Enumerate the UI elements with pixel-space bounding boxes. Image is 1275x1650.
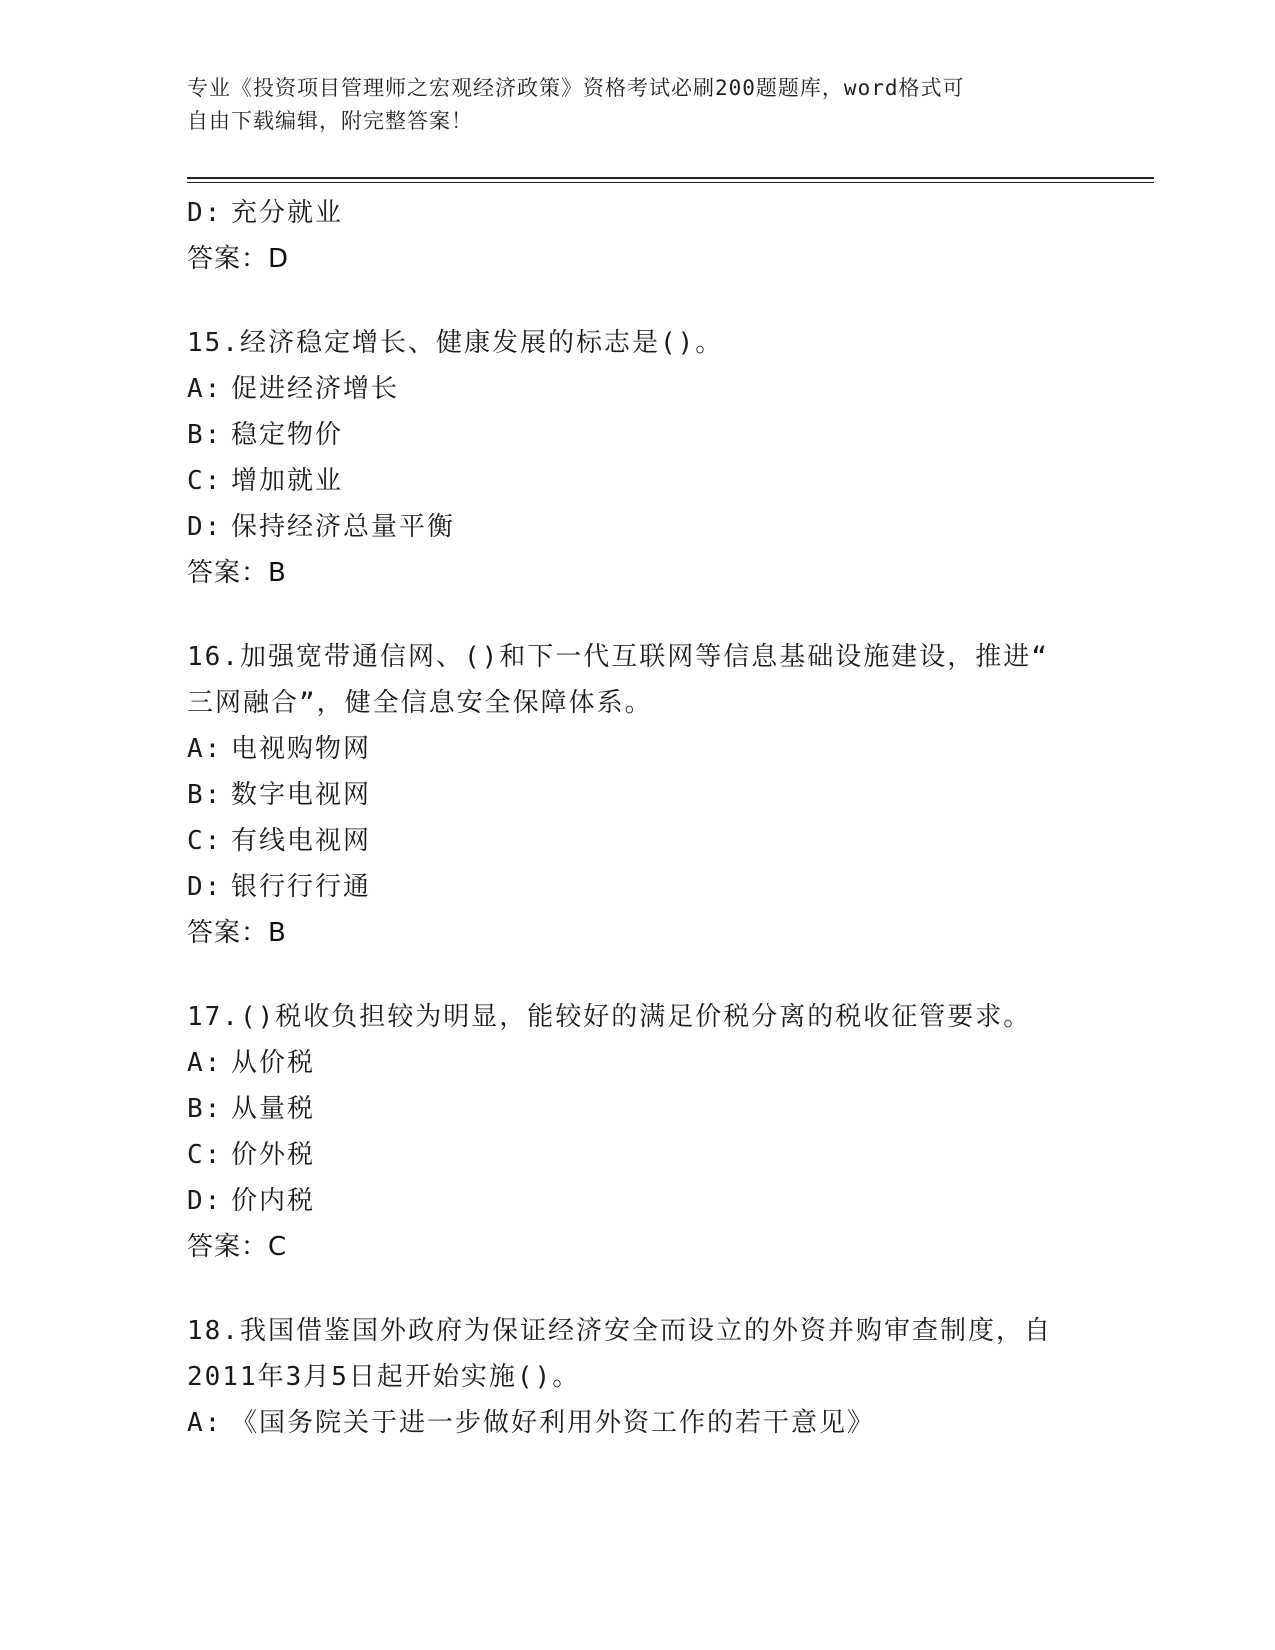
option-text: 充分就业	[231, 198, 344, 228]
option-label: D:	[187, 872, 223, 902]
option-text: 价内税	[231, 1186, 316, 1216]
answer-line: 答案：B	[187, 558, 287, 588]
option-b	[187, 1086, 1087, 1132]
option-label: C:	[187, 466, 223, 496]
option-label: A:	[187, 734, 223, 764]
option-text: 稳定物价	[231, 420, 344, 450]
block-spacer	[187, 956, 1087, 994]
option-label: D:	[187, 512, 223, 542]
option-text: 从量税	[231, 1094, 316, 1124]
question-text: 17.()税收负担较为明显，能较好的满足价税分离的税收征管要求。	[187, 1002, 1032, 1032]
question-block-15	[187, 320, 1087, 596]
block-spacer	[187, 1270, 1087, 1308]
option-label: B:	[187, 780, 223, 810]
question-text-line-1: 18.我国借鉴国外政府为保证经济安全而设立的外资并购审查制度，自	[187, 1316, 1052, 1346]
header-title-line-1: 专业《投资项目管理师之宏观经济政策》资格考试必刷200题题库，word格式可	[187, 76, 965, 100]
option-a	[187, 366, 1087, 412]
question-block-17	[187, 994, 1087, 1270]
option-c	[187, 818, 1087, 864]
option-b	[187, 772, 1087, 818]
option-label: A:	[187, 1048, 223, 1078]
option-text: 数字电视网	[231, 780, 372, 810]
question-text-line-2: 三网融合”，健全信息安全保障体系。	[187, 688, 653, 718]
option-c	[187, 1132, 1087, 1178]
block-spacer	[187, 596, 1087, 634]
document-header	[187, 72, 1067, 138]
option-label: D:	[187, 1186, 223, 1216]
header-divider-thin	[187, 182, 1154, 183]
question-block-18	[187, 1308, 1087, 1446]
option-b	[187, 412, 1087, 458]
question-list	[187, 190, 1087, 1446]
option-label: A:	[187, 374, 223, 404]
option-c	[187, 458, 1087, 504]
option-label: B:	[187, 420, 223, 450]
option-d	[187, 504, 1087, 550]
option-label: C:	[187, 826, 223, 856]
question-block-14	[187, 190, 1087, 282]
question-block-16	[187, 634, 1087, 956]
option-text: 价外税	[231, 1140, 316, 1170]
option-text: 电视购物网	[231, 734, 372, 764]
option-text: 保持经济总量平衡	[231, 512, 456, 542]
option-a	[187, 1040, 1087, 1086]
option-text: 增加就业	[231, 466, 344, 496]
option-d	[187, 864, 1087, 910]
option-a	[187, 726, 1087, 772]
option-text: 银行行行通	[231, 872, 372, 902]
answer-line: 答案：B	[187, 918, 287, 948]
header-title-line-2: 自由下载编辑，附完整答案！	[187, 109, 473, 133]
question-text-line-1: 16.加强宽带通信网、()和下一代互联网等信息基础设施建设，推进“	[187, 642, 1049, 672]
option-text: 促进经济增长	[231, 374, 400, 404]
option-label: A:	[187, 1408, 223, 1438]
option-d	[187, 1178, 1087, 1224]
option-label: B:	[187, 1094, 223, 1124]
question-text: 15.经济稳定增长、健康发展的标志是()。	[187, 328, 724, 358]
option-text: 从价税	[231, 1048, 316, 1078]
option-d	[187, 190, 1087, 236]
answer-line: 答案：C	[187, 1232, 288, 1262]
option-text: 《国务院关于进一步做好利用外资工作的若干意见》	[231, 1408, 876, 1438]
option-label: D:	[187, 198, 223, 228]
question-text-line-2: 2011年3月5日起开始实施()。	[187, 1362, 581, 1392]
option-label: C:	[187, 1140, 223, 1170]
block-spacer	[187, 282, 1087, 320]
header-divider-thick	[187, 177, 1154, 179]
answer-line: 答案：D	[187, 244, 290, 274]
option-a	[187, 1400, 1087, 1446]
option-text: 有线电视网	[231, 826, 372, 856]
